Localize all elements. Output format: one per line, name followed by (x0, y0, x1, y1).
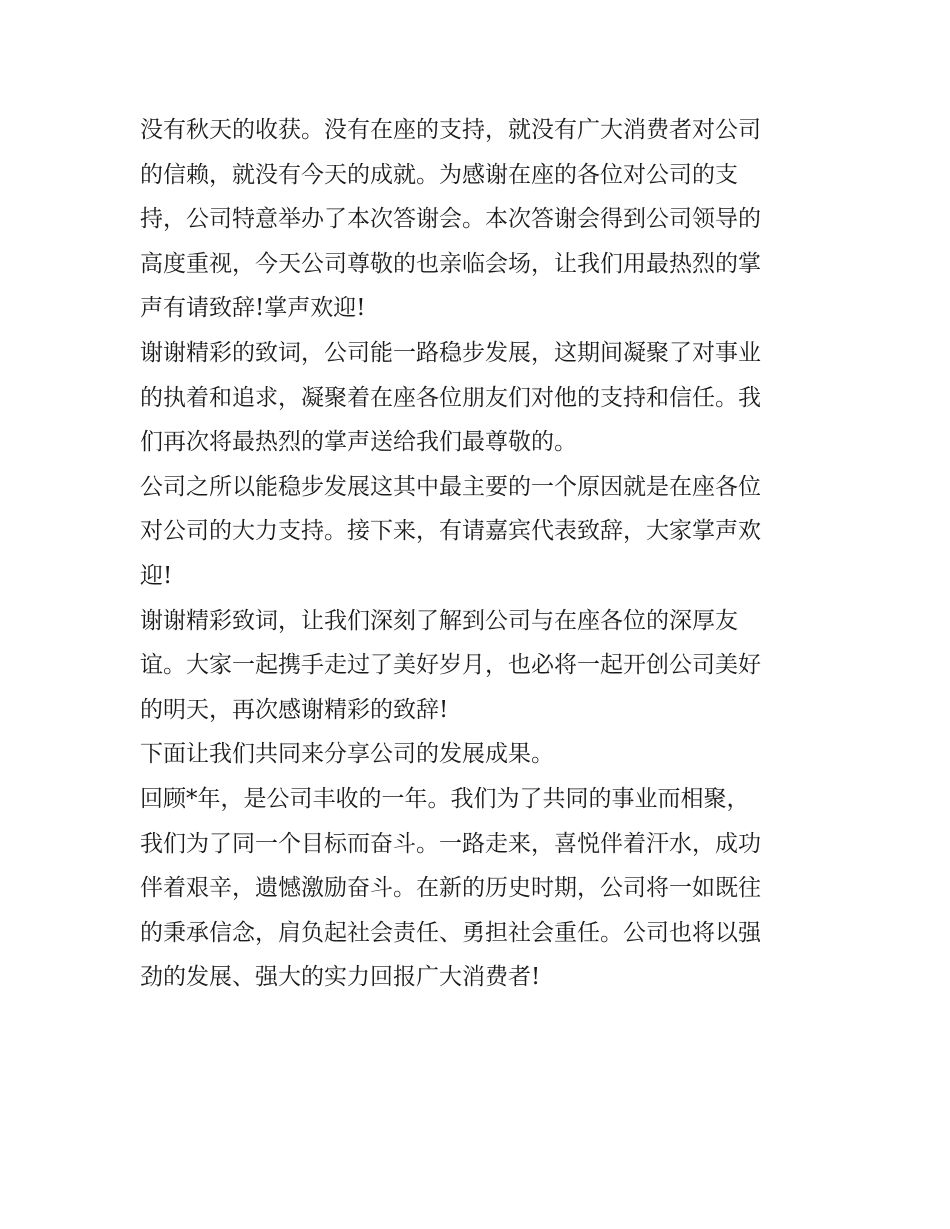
text-line: 迎! (140, 562, 173, 589)
text-line: 对公司的大力支持。接下来，有请嘉宾代表致辞，大家掌声欢 (140, 518, 761, 545)
text-line: 公司之所以能稳步发展这其中最主要的一个原因就是在座各位 (140, 473, 761, 500)
text-line: 的明天，再次感谢精彩的致辞! (140, 696, 449, 723)
text-line: 下面让我们共同来分享公司的发展成果。 (140, 741, 554, 768)
text-line: 们再次将最热烈的掌声送给我们最尊敬的。 (140, 429, 577, 456)
paragraph-2 (140, 331, 812, 465)
paragraph-6 (140, 777, 812, 1000)
text-line: 持，公司特意举办了本次答谢会。本次答谢会得到公司领导的 (140, 206, 761, 233)
text-line: 回顾*年，是公司丰收的一年。我们为了共同的事业而相聚， (140, 785, 750, 812)
text-line: 劲的发展、强大的实力回报广大消费者! (140, 964, 541, 991)
text-line: 伴着艰辛，遗憾激励奋斗。在新的历史时期，公司将一如既往 (140, 875, 761, 902)
text-line: 谢谢精彩的致词，公司能一路稳步发展，这期间凝聚了对事业 (140, 339, 761, 366)
text-line: 的执着和追求，凝聚着在座各位朋友们对他的支持和信任。我 (140, 384, 761, 411)
paragraph-5 (140, 732, 812, 777)
paragraph-4 (140, 599, 812, 733)
text-line: 的秉承信念，肩负起社会责任、勇担社会重任。公司也将以强 (140, 919, 761, 946)
text-line: 没有秋天的收获。没有在座的支持，就没有广大消费者对公司 (140, 117, 761, 143)
paragraph-3 (140, 465, 812, 599)
text-line: 声有请致辞!掌声欢迎! (140, 295, 366, 322)
text-line: 我们为了同一个目标而奋斗。一路走来，喜悦伴着汗水，成功 (140, 830, 761, 857)
text-line: 谢谢精彩致词，让我们深刻了解到公司与在座各位的深厚友 (140, 607, 738, 634)
text-line: 的信赖，就没有今天的成就。为感谢在座的各位对公司的支 (140, 161, 738, 188)
text-line: 高度重视，今天公司尊敬的也亲临会场，让我们用最热烈的掌 (140, 250, 761, 277)
text-line: 谊。大家一起携手走过了美好岁月，也必将一起开创公司美好 (140, 652, 761, 679)
document-body (140, 108, 812, 1000)
paragraph-1 (140, 108, 812, 331)
